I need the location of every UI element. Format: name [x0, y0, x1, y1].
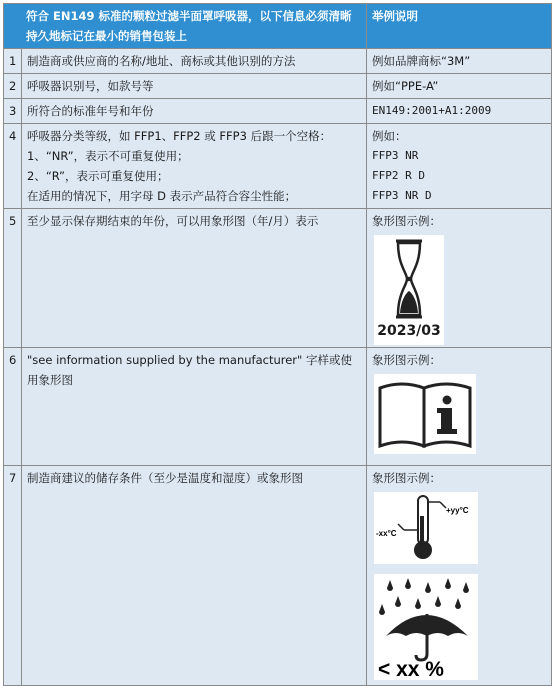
requirement-cell	[22, 348, 367, 466]
umbrella-rain-icon	[374, 574, 478, 680]
info-book-icon	[374, 374, 476, 454]
header-example: 举例说明	[367, 4, 552, 49]
example-cell: 例如品牌商标“3M”	[367, 49, 552, 74]
table-header-row	[4, 4, 552, 49]
row-number: 6	[4, 348, 22, 466]
row-number: 3	[4, 99, 22, 124]
example-label: 象形图示例：	[372, 214, 441, 228]
example-cell: 例如“PPE-A”	[367, 74, 552, 99]
manufacturer-info-pictogram	[374, 374, 476, 454]
max-temp-label: +yy°C	[446, 506, 469, 515]
row-number: 4	[4, 124, 22, 209]
requirement-text: 制造商建议的储存条件（至少是温度和湿度）或象形图	[27, 471, 303, 485]
example-line: FFP2 R D	[372, 169, 425, 182]
expiry-date: 2023/03	[377, 323, 441, 339]
row-number: 1	[4, 49, 22, 74]
example-label: 象形图示例：	[372, 353, 441, 367]
requirement-text: 至少显示保存期结束的年份，可以用象形图（年/月）表示	[27, 214, 319, 228]
table-row	[4, 49, 552, 74]
example-line: FFP3 NR D	[372, 189, 432, 202]
table-row	[4, 124, 552, 209]
expiry-pictogram	[374, 235, 444, 345]
requirement-cell: 所符合的标准年号和年份	[22, 99, 367, 124]
min-temp-label: -xx°C	[376, 529, 397, 538]
marking-requirements-table	[3, 3, 552, 686]
temperature-pictogram	[374, 492, 478, 564]
requirement-line: 1、“NR”，表示不可重复使用；	[27, 149, 189, 163]
example-line: 例如：	[372, 129, 407, 143]
example-cell	[367, 209, 552, 348]
example-line: FFP3 NR	[372, 149, 419, 162]
requirement-line: 在适用的情况下，用字母 D 表示产品符合容尘性能；	[27, 189, 297, 203]
requirement-text: "see information supplied by the manufacturer" 字样或使用象形图	[27, 353, 352, 387]
requirement-line: 呼吸器分类等级，如 FFP1、FFP2 或 FFP3 后跟一个空格：	[27, 129, 332, 143]
example-cell	[367, 466, 552, 686]
example-cell: EN149:2001+A1:2009	[367, 99, 552, 124]
requirement-cell: 制造商或供应商的名称/地址、商标或其他识别的方法	[22, 49, 367, 74]
row-number: 5	[4, 209, 22, 348]
table-row	[4, 99, 552, 124]
requirement-cell: 呼吸器识别号，如款号等	[22, 74, 367, 99]
table-row	[4, 74, 552, 99]
example-cell	[367, 348, 552, 466]
hourglass-icon	[374, 235, 444, 323]
humidity-label: < xx %	[378, 658, 444, 680]
table-row	[4, 209, 552, 348]
row-number: 7	[4, 466, 22, 686]
header-requirement: 符合 EN149 标准的颗粒过滤半面罩呼吸器，以下信息必须清晰持久地标记在最小的销售包装上	[4, 4, 367, 49]
table-row	[4, 348, 552, 466]
humidity-pictogram	[374, 574, 478, 680]
requirement-cell	[22, 466, 367, 686]
example-cell	[367, 124, 552, 209]
row-number: 2	[4, 74, 22, 99]
thermometer-icon	[374, 492, 478, 564]
requirement-cell	[22, 209, 367, 348]
requirement-line: 2、“R”，表示可重复使用；	[27, 169, 169, 183]
requirement-cell	[22, 124, 367, 209]
example-label: 象形图示例：	[372, 471, 441, 485]
table-row	[4, 466, 552, 686]
